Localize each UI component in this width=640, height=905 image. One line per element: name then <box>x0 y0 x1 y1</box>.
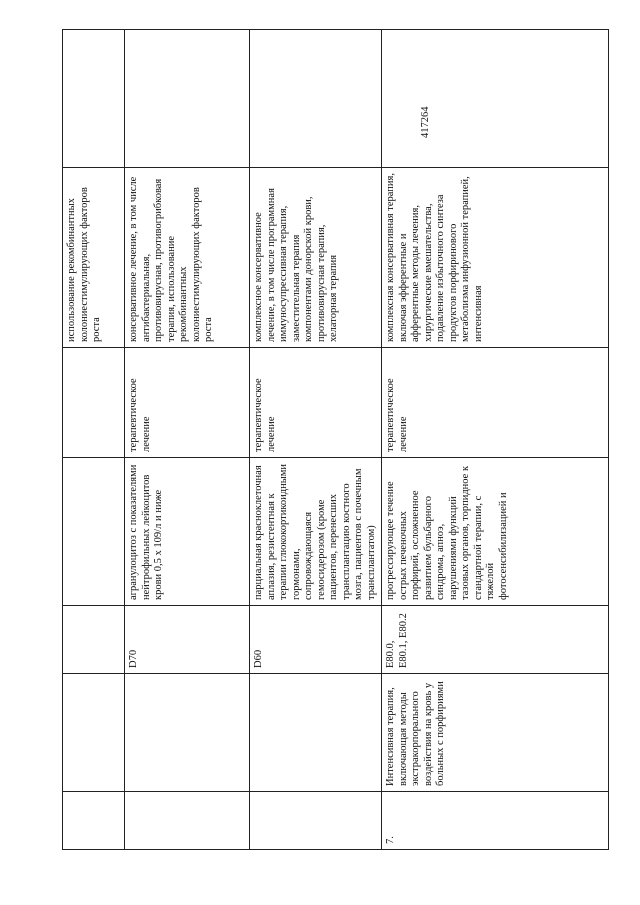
cell-method: консервативное лечение, в том числе антибактериальная, противовирусная, противогрибковая терапия, использование рекомбинантных колониестимулирующих факторов роста <box>125 168 250 348</box>
cell-extra <box>382 30 609 168</box>
cell-num <box>125 792 250 850</box>
cell-num <box>63 792 125 850</box>
cell-model: прогрессирующее течение острых печеночных порфирий, осложненное развитием бульбарного синдрома, апноэ, нарушениями функций тазовых органов, торпидное к стандартной терапии, с тяжелой фотосенсибилизацией и <box>382 458 609 606</box>
cell-name <box>63 674 125 792</box>
cell-extra <box>63 30 125 168</box>
table-row <box>382 30 609 850</box>
cell-treatment-type: терапевтическое лечение <box>382 348 609 458</box>
cell-name <box>125 674 250 792</box>
cell-method: комплексная консервативная терапия, включая эфферентные и афферентные методы лечения, хирургические вмешательства, подавление избыточного синтеза продуктов порфиринового метаболизма инфузионной терапией, интенсивная <box>382 168 609 348</box>
table-row <box>250 30 382 850</box>
cell-num <box>250 792 382 850</box>
cell-code <box>63 606 125 674</box>
cell-code: D60 <box>250 606 382 674</box>
cell-treatment-type: терапевтическое лечение <box>250 348 382 458</box>
cell-name: Интенсивная терапия, включающая методы экстракорпорального воздействия на кровь у больных с порфириями <box>382 674 609 792</box>
table-row <box>125 30 250 850</box>
cell-treatment-type <box>63 348 125 458</box>
cell-extra <box>125 30 250 168</box>
table-row <box>63 30 125 850</box>
cell-num: 7. <box>382 792 609 850</box>
page-number-text: 417264 <box>420 106 431 138</box>
cell-code: D70 <box>125 606 250 674</box>
rotated-table-sheet <box>62 30 582 850</box>
cell-extra <box>250 30 382 168</box>
cell-method: использование рекомбинантных колониестимулирующих факторов роста <box>63 168 125 348</box>
page-number <box>420 78 440 138</box>
cell-model: парциальная красноклеточная аплазия, резистентная к терапии глюкокортикоидными гормонами, сопровождающаяся гемосидерозом (кроме пациентов, перенесших трансплантацию костного мозга, пациентов с почечным трансплантатом) <box>250 458 382 606</box>
cell-method: комплексное консервативное лечение, в том числе программная иммуносупрессивная терапия, заместительная терапия компонентами донорской крови, противовирусная терапия, хелаторная терапия <box>250 168 382 348</box>
cell-name <box>250 674 382 792</box>
cell-code: E80.0, E80.1, E80.2 <box>382 606 609 674</box>
cell-treatment-type: терапевтическое лечение <box>125 348 250 458</box>
cell-model <box>63 458 125 606</box>
cell-model: агранулоцитоз с показателями нейтрофильных лейкоцитов крови 0,5 х 109/л и ниже <box>125 458 250 606</box>
medical-care-table <box>62 29 609 850</box>
